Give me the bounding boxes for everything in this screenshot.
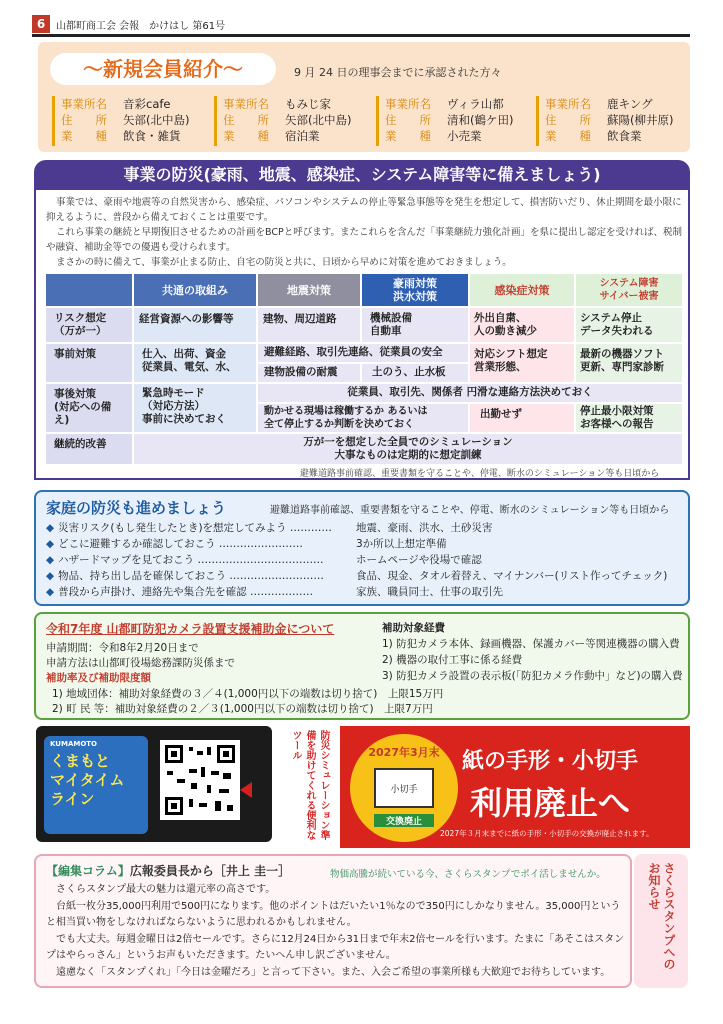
cell-post-span: 従業員、取引先、関係者 円滑な連絡方法決めておく	[258, 384, 682, 402]
column-tag: 【編集コラム】	[46, 864, 130, 878]
item-question: 普段から声掛け、連絡先や集合先を確認 ………………	[58, 586, 313, 598]
office-label: 事業所名	[223, 97, 269, 111]
cell-post-common: 緊急時モード （対応方法） 事前に決めておく	[134, 384, 256, 432]
header-system: システム障害 サイバー被害	[576, 274, 682, 306]
camera-title: 令和7年度 山都町防犯カメラ設置支援補助金について	[46, 622, 335, 636]
new-members-title: ～新規会員紹介～	[50, 53, 276, 85]
bcp-note: 避難道路事前確認、重要書類を守ることや、停電、断水のシミュレーション等も日頃から	[300, 469, 660, 479]
cell-risk-infection: 外出自粛、 人の動き減少	[470, 308, 574, 342]
column-paragraph: さくらスタンプ最大の魅力は還元率の高さです。	[56, 884, 276, 895]
member-name: 音彩cafe	[123, 97, 171, 111]
cell-improve-span: 万が一を想定した全員でのシミュレーション 大事なものは定期的に想定訓練	[134, 434, 682, 464]
list-item	[46, 568, 682, 584]
sakura-stamp-notice: さくらスタンプへのお知らせ	[634, 854, 688, 988]
list-item	[46, 552, 682, 568]
industry-label: 業 種	[61, 129, 107, 143]
item-answer: 地震、豪雨、洪水、土砂災害	[356, 522, 493, 534]
cell-pre-infection: 対応シフト想定 営業形態、	[470, 344, 574, 382]
home-title: 家庭の防災も進めましょう	[46, 499, 227, 517]
bcp-intro-paragraph: 事業では、豪雨や地震等の自然災害から、感染症、パソコンやシステムの停止等緊急事態等を発生を想定して、損害防いだり、休止期間を最小限に抑えるように、普段から備えておくことは重要です。	[46, 197, 682, 223]
office-label: 事業所名	[545, 97, 591, 111]
camera-cost: 3) 防犯カメラ設置の表示板(「防犯カメラ作動中」など)の購入費	[382, 670, 683, 682]
page-number: 6	[32, 15, 50, 33]
row-label-risk: リスク想定 （万が一）	[46, 308, 132, 342]
address-label: 住 所	[61, 113, 107, 127]
diamond-icon: ◆	[46, 522, 55, 534]
member-address: 矢部(北中島)	[123, 113, 190, 127]
new-members-subtitle: 9 月 24 日の理事会までに承認された方々	[294, 66, 502, 79]
item-answer: 3か所以上想定準備	[356, 538, 447, 550]
camera-rate: 2) 町 民 等：補助対象経費の２／３(1,000円以下の端数は切り捨て) 上限7万円	[52, 703, 433, 715]
cell-post-system: 停止最小限対策 お客様への報告	[576, 404, 682, 432]
camera-cost: 2) 機器の取付工事に係る経費	[382, 654, 523, 666]
member-name: 鹿キング	[607, 97, 653, 111]
camera-method: 申請方法は山都町役場総務課防災係まで	[46, 657, 235, 669]
bcp-title: 事業の防災(豪雨、地震、感染症、システム障害等に備えましょう)	[34, 160, 690, 190]
cell-post-quake-flood: 動かせる現場は稼働するか あるいは 全て停止するか判断を決めておく	[258, 404, 468, 432]
item-question: ハザードマップを見ておこう ………………………………	[58, 554, 324, 566]
camera-cost: 1) 防犯カメラ本体、録画機器、保護カバー等関連機器の購入費	[382, 638, 680, 650]
item-question: 災害リスク(もし発生したとき)を想定してみよう …………	[58, 522, 332, 534]
industry-label: 業 種	[223, 129, 269, 143]
bcp-intro-paragraph: まさかの時に備えて、事業が止まる防止、自宅の防災と共に、日頃から早めに対策を進めておきましょう。	[56, 257, 512, 268]
address-label: 住 所	[385, 113, 431, 127]
column-subtitle: 物価高騰が続いている今、さくらスタンプでポイ活しませんか。	[330, 869, 606, 880]
column-paragraph: 台紙一枚分35,000円利用で500円になります。他のポイントはだいたい1％なので350円にしかなりません。35,000円というと相当買い物をしなければならないように思われるかもしれません。	[46, 900, 621, 928]
list-item	[46, 520, 682, 536]
member-card	[52, 96, 202, 146]
member-name: ヴィラ山都	[447, 97, 504, 111]
office-label: 事業所名	[385, 97, 431, 111]
row-label-pre: 事前対策	[46, 344, 132, 382]
member-industry: 飲食業	[607, 129, 642, 143]
member-address: 矢部(北中島)	[285, 113, 352, 127]
member-card	[536, 96, 686, 146]
cell-risk-common: 経営資源への影響等	[134, 308, 256, 342]
camera-cost-title: 補助対象経費	[382, 622, 445, 634]
qr-code-icon[interactable]	[160, 740, 240, 820]
header-rule	[32, 34, 690, 37]
member-card	[376, 96, 526, 146]
camera-rate-title: 補助率及び補助限度額	[46, 672, 151, 684]
item-question: どこに避難するか確認しておこう ……………………	[58, 538, 303, 550]
cell-post-infection: 出勤せず	[470, 404, 574, 432]
app-brand: KUMAMOTO	[50, 740, 98, 748]
column-paragraph: 遠慮なく「スタンプくれ」「今日は金曜だろ」と言って下さい。また、入会ご希望の事業所様も大歓迎でお待ちしています。	[56, 966, 611, 978]
bill-title-2: 利用廃止へ	[470, 784, 631, 822]
bill-title-1: 紙の手形・小切手	[462, 749, 639, 774]
cell-pre-system: 最新の機器ソフト 更新、専門家診断	[576, 344, 682, 382]
member-industry: 小売業	[447, 129, 482, 143]
office-label: 事業所名	[61, 97, 107, 111]
header-earthquake: 地震対策	[258, 274, 360, 306]
member-name: もみじ家	[285, 97, 331, 111]
cell-pre-quake-flood: 避難経路、取引先連絡、従業員の安全	[258, 344, 468, 362]
app-card	[44, 736, 148, 834]
item-answer: 食品、現金、タオル着替え、マイナンバー(リスト作ってチェック)	[356, 570, 668, 582]
camera-period: 申請期間：令和8年2月20日まで	[46, 642, 199, 654]
member-address: 蘇陽(柳井原)	[607, 113, 674, 127]
diamond-icon: ◆	[46, 570, 55, 582]
home-note: 避難道路事前確認、重要書類を守ることや、停電、断水のシミュレーション等も日頃から	[270, 505, 670, 516]
table-corner	[46, 274, 132, 306]
cell-risk-system: システム停止 データ失われる	[576, 308, 682, 342]
camera-rate: 1) 地域団体：補助対象経費の３／４(1,000円以下の端数は切り捨て) 上限15万円	[52, 688, 444, 700]
header-infection: 感染症対策	[470, 274, 574, 306]
arrow-left-icon	[240, 782, 252, 798]
column-body	[46, 882, 626, 981]
cell-risk-earthquake: 建物、周辺道路	[258, 308, 360, 342]
industry-label: 業 種	[545, 129, 591, 143]
cell-risk-flood: 機械設備 自動車	[362, 308, 468, 342]
badge-abolish: 交換廃止	[374, 814, 434, 827]
header-flood: 豪雨対策 洪水対策	[362, 274, 468, 306]
member-card	[214, 96, 364, 146]
bcp-intro-paragraph: これら事業の継続と早期復旧させるための計画をBCPと呼びます。またこれらを含んだ「事業継続力強化計画」を県に提出し認定を受ければ、税制や融資、補助金等での優遇も受けられます。	[46, 227, 682, 253]
item-question: 物品、持ち出し品を確保しておこう ………………………	[58, 570, 324, 582]
header-common: 共通の取組み	[134, 274, 256, 306]
column-heading	[46, 862, 290, 879]
row-label-post: 事後対策 (対応への備え)	[46, 384, 132, 432]
industry-label: 業 種	[385, 129, 431, 143]
member-industry: 宿泊業	[285, 129, 320, 143]
tool-caption: 防災シミュレーション準備を助けてくれる便利なツール	[290, 730, 329, 840]
address-label: 住 所	[223, 113, 269, 127]
app-name: くまもと マイタイム ライン	[50, 752, 125, 808]
row-label-improve: 継続的改善	[46, 434, 132, 464]
item-answer: ホームページや役場で確認	[356, 554, 482, 566]
bill-badge	[350, 734, 458, 842]
badge-date: 2027年3月末	[368, 746, 440, 759]
cheque-icon: 小切手	[374, 768, 434, 808]
diamond-icon: ◆	[46, 538, 55, 550]
bill-note: 2027年３月末までに紙の手形・小切手の交換が廃止されます。	[440, 829, 654, 838]
cell-pre-flood: 土のう、止水板	[362, 364, 468, 382]
column-paragraph: でも大丈夫。毎週金曜日は2倍セールです。さらに12月24日から31日まで年末2倍セールを行います。たまに「あそこはスタンプはやらっさん」というお声もいただきます。たいへん申し訳ございません。	[46, 933, 625, 961]
column-author: 広報委員長から［井上 圭一］	[129, 864, 291, 878]
bcp-intro	[46, 195, 682, 270]
diamond-icon: ◆	[46, 554, 55, 566]
cell-pre-quake: 建物設備の耐震	[258, 364, 360, 382]
member-industry: 飲食・雑貨	[123, 129, 181, 143]
list-item	[46, 536, 682, 552]
item-answer: 家族、職員同士、仕事の取引先	[356, 586, 503, 598]
address-label: 住 所	[545, 113, 591, 127]
diamond-icon: ◆	[46, 586, 55, 598]
member-address: 清和(鶴ケ田)	[447, 113, 514, 127]
list-item	[46, 584, 682, 600]
cell-pre-common: 仕入、出荷、資金 従業員、電気、水、	[134, 344, 256, 382]
publication-title: 山都町商工会 会報 かけはし 第61号	[56, 21, 226, 32]
